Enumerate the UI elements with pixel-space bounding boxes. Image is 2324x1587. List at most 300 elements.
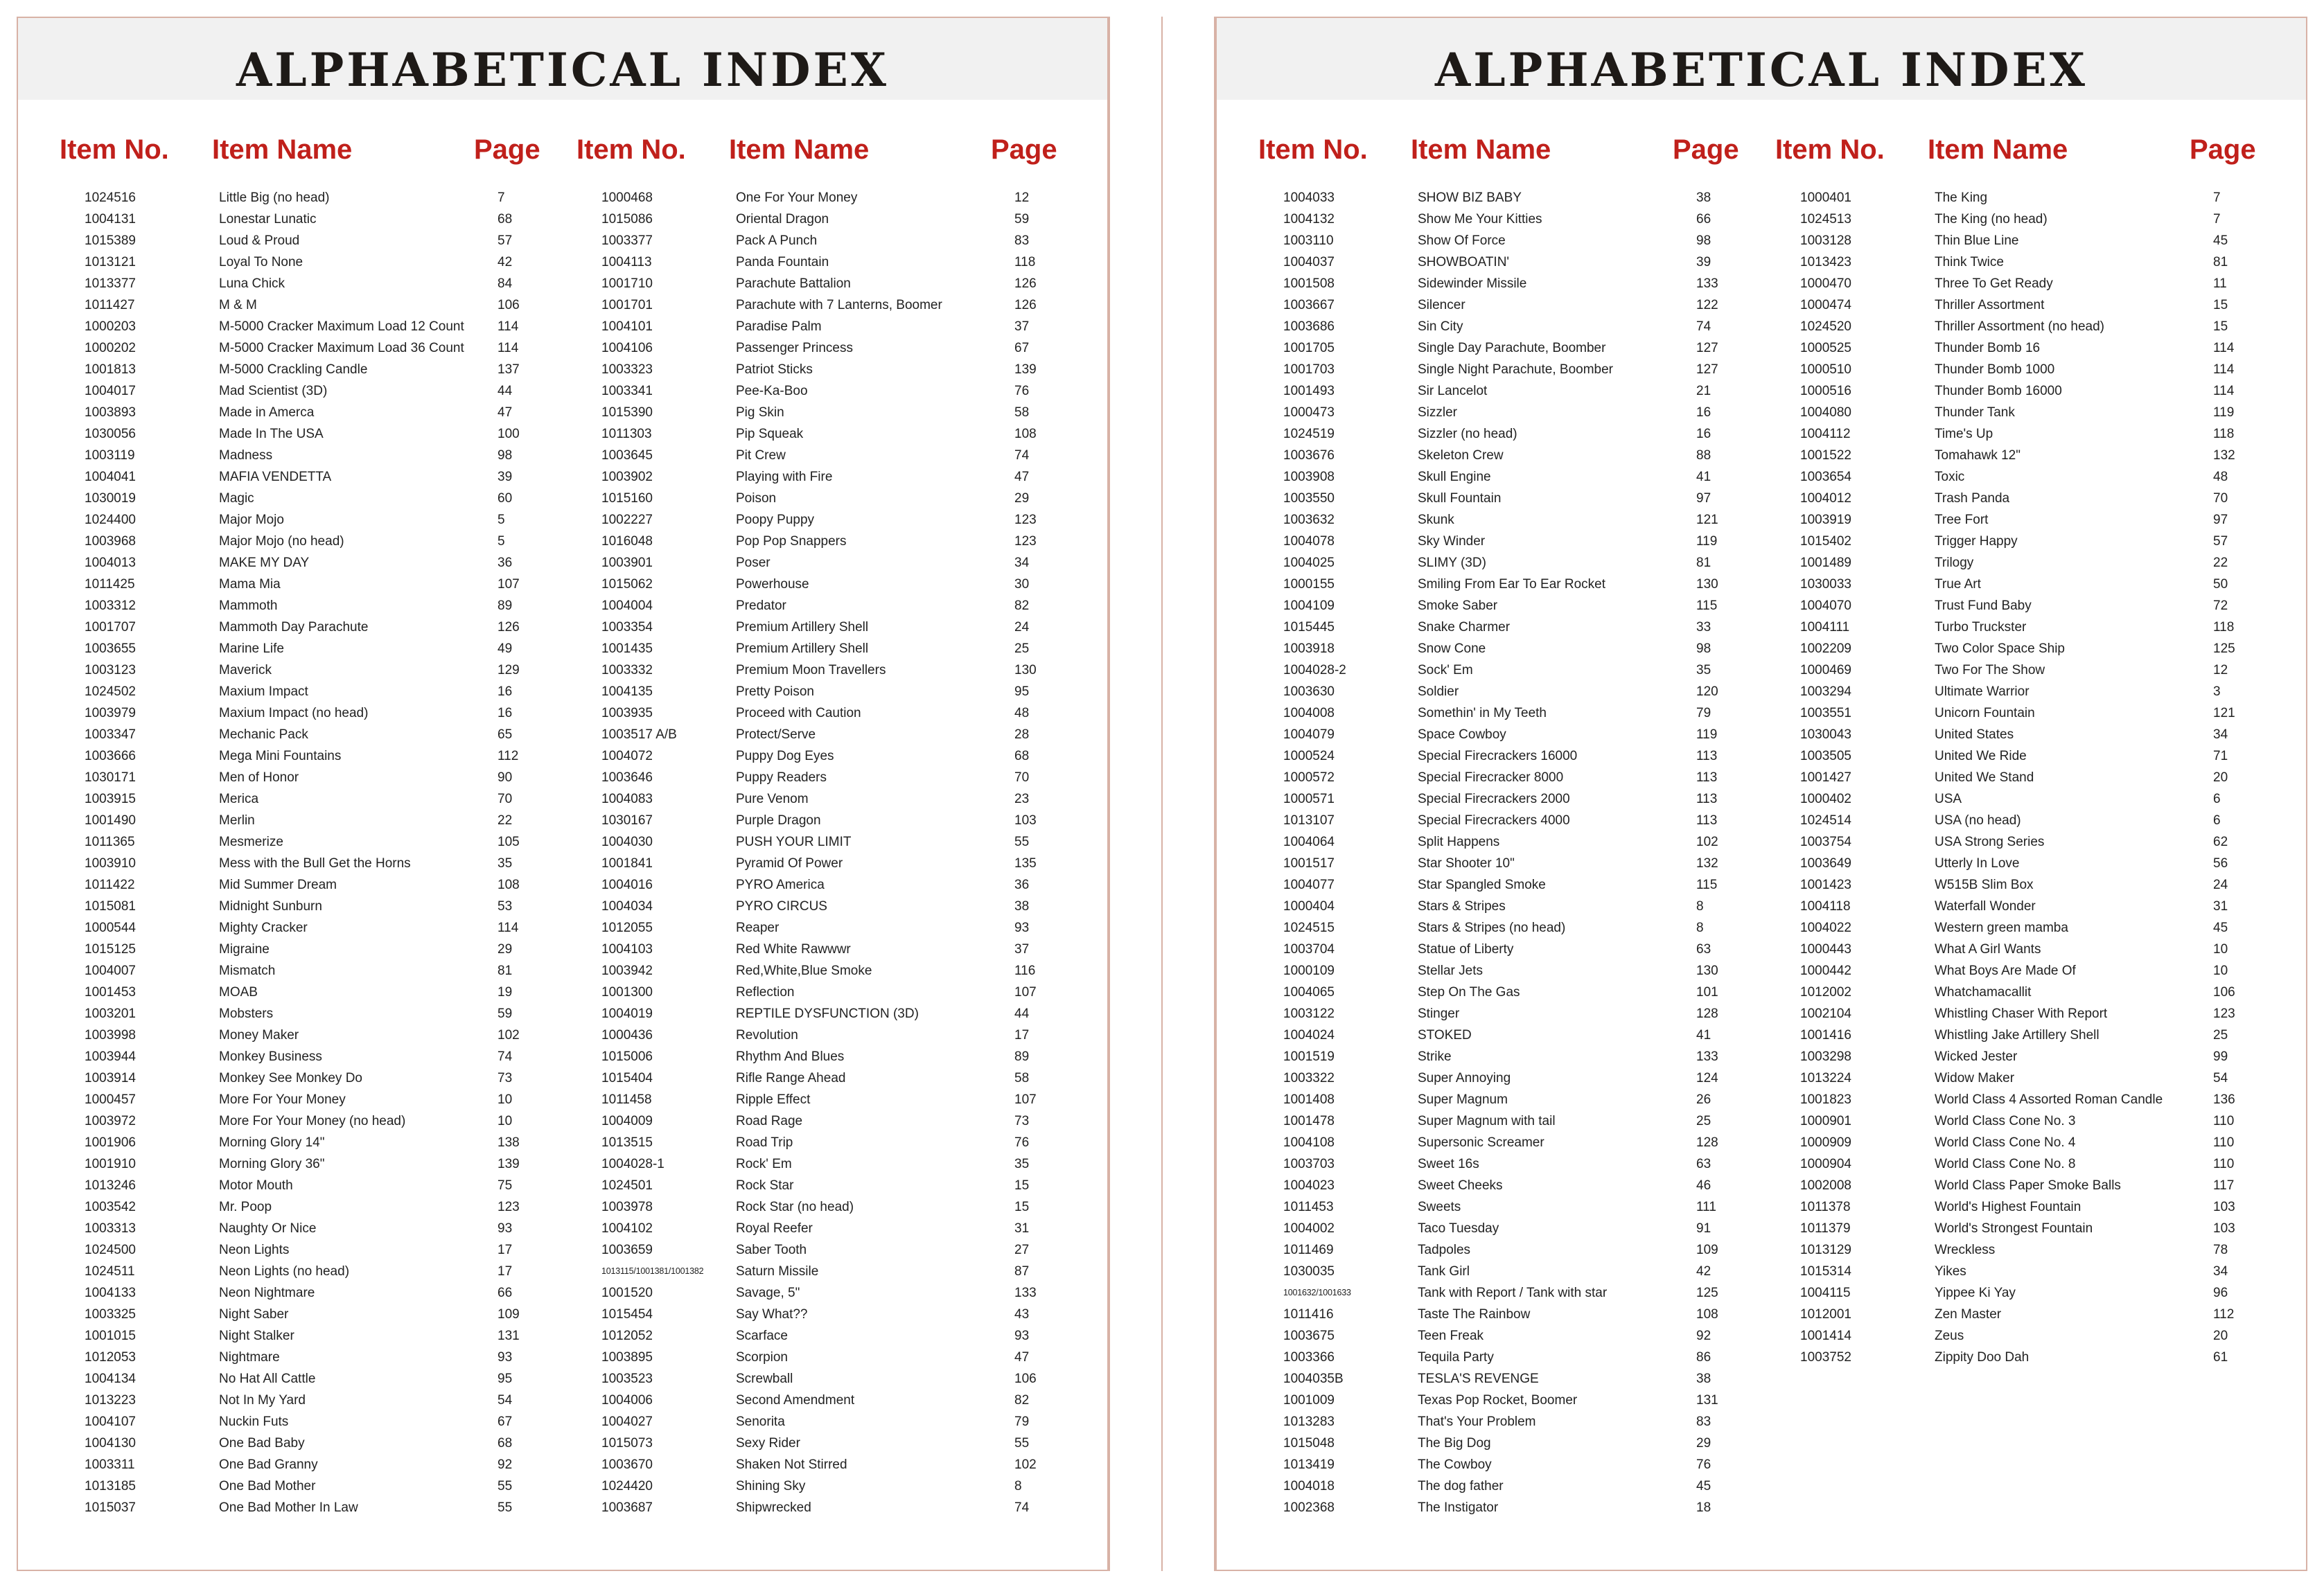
item-number: 1003654 (1800, 470, 1851, 484)
item-name: Mammoth Day Parachute (219, 620, 369, 635)
item-number: 1000155 (1283, 577, 1335, 592)
index-row (60, 1304, 579, 1325)
index-row (576, 896, 1096, 917)
item-name: Stars & Stripes (1418, 899, 1506, 914)
page-number: 89 (1014, 1049, 1030, 1064)
item-name: Shining Sky (736, 1479, 806, 1493)
index-row (1775, 745, 2295, 767)
index-row (1775, 1110, 2295, 1132)
item-number: 1004035B (1283, 1372, 1344, 1386)
item-name: Thunder Tank (1935, 405, 2015, 420)
item-number: 1003915 (85, 792, 136, 806)
index-row (1775, 273, 2295, 294)
item-name: Savage, 5" (736, 1286, 800, 1300)
item-name: Zeus (1935, 1329, 1964, 1343)
item-number: 1015454 (601, 1307, 653, 1322)
index-row (576, 187, 1096, 209)
item-number: 1003659 (601, 1243, 653, 1257)
page-number: 119 (1696, 534, 1718, 549)
item-number: 1000468 (601, 190, 653, 205)
item-name: Utterly In Love (1935, 856, 2020, 871)
index-row (1775, 982, 2295, 1003)
item-number: 1000473 (1283, 405, 1335, 420)
page-number: 68 (498, 1436, 513, 1451)
index-row (1258, 1196, 1778, 1218)
item-name: Mobsters (219, 1007, 274, 1021)
page-number: 45 (2213, 921, 2228, 935)
page-number: 41 (1696, 470, 1711, 484)
page-number: 92 (498, 1457, 513, 1472)
index-row (1775, 359, 2295, 380)
item-number: 1002008 (1800, 1178, 1851, 1193)
index-row (1258, 745, 1778, 767)
index-row (1775, 1261, 2295, 1282)
item-number: 1030056 (85, 427, 136, 441)
index-row (60, 1046, 579, 1067)
page-number: 20 (2213, 770, 2228, 785)
page-number: 118 (1014, 255, 1036, 269)
item-number: 1003322 (1283, 1071, 1335, 1085)
item-name: Paradise Palm (736, 319, 822, 334)
index-row (60, 1153, 579, 1175)
page-number: 57 (498, 233, 513, 248)
index-row (1775, 1003, 2295, 1025)
index-rows (60, 187, 579, 1518)
item-name: Royal Reefer (736, 1221, 813, 1236)
item-number: 1001490 (85, 813, 136, 828)
index-row (60, 1282, 579, 1304)
index-column (1258, 134, 1778, 1518)
item-number: 1004028-2 (1283, 663, 1346, 677)
item-number: 1003978 (601, 1200, 653, 1214)
page-number: 106 (498, 298, 520, 312)
item-name: Sexy Rider (736, 1436, 800, 1451)
index-row (1258, 1304, 1778, 1325)
index-row (60, 702, 579, 724)
item-name: Sweets (1418, 1200, 1461, 1214)
item-number: 1001701 (601, 298, 653, 312)
item-name: Not In My Yard (219, 1393, 306, 1408)
page-number: 17 (498, 1243, 513, 1257)
item-name: Whistling Chaser With Report (1935, 1007, 2108, 1021)
index-row (1775, 939, 2295, 960)
item-number: 1004065 (1283, 985, 1335, 1000)
item-name: One Bad Mother (219, 1479, 316, 1493)
page-number: 18 (1696, 1500, 1711, 1515)
item-name: Thriller Assortment (no head) (1935, 319, 2104, 334)
item-number: 1003675 (1283, 1329, 1335, 1343)
item-name: Stellar Jets (1418, 964, 1483, 978)
index-row (1775, 724, 2295, 745)
item-number: 1004024 (1283, 1028, 1335, 1043)
item-number: 1003895 (601, 1350, 653, 1365)
page-number: 70 (498, 792, 513, 806)
item-name: Reaper (736, 921, 780, 935)
item-name: Special Firecrackers 2000 (1418, 792, 1570, 806)
page-number: 72 (2213, 599, 2228, 613)
page-number: 22 (498, 813, 513, 828)
item-name: Money Maker (219, 1028, 299, 1043)
page-number: 35 (1014, 1157, 1030, 1171)
item-name: Skeleton Crew (1418, 448, 1504, 463)
page-number: 6 (2213, 792, 2221, 806)
item-number: 1004033 (1283, 190, 1335, 205)
page-number: 10 (498, 1092, 513, 1107)
item-number: 1001522 (1800, 448, 1851, 463)
page-number: 76 (1014, 384, 1030, 398)
index-row (576, 874, 1096, 896)
index-row (60, 294, 579, 316)
index-row (1775, 896, 2295, 917)
page-number: 95 (1014, 684, 1030, 699)
item-name: One Bad Granny (219, 1457, 318, 1472)
header-page: Page (991, 134, 1057, 165)
item-name: Thin Blue Line (1935, 233, 2019, 248)
page-number: 34 (1014, 556, 1030, 570)
page-number: 113 (1696, 792, 1718, 806)
page-number: 16 (498, 706, 513, 720)
index-row (1775, 767, 2295, 788)
item-number: 1011416 (1283, 1307, 1334, 1322)
page-number: 118 (2213, 427, 2235, 441)
page-number: 93 (498, 1221, 513, 1236)
page-number: 132 (1696, 856, 1718, 871)
page-number: 135 (1014, 856, 1037, 871)
page-number: 118 (2213, 620, 2235, 635)
item-name: Smiling From Ear To Ear Rocket (1418, 577, 1606, 592)
page-number: 30 (1014, 577, 1030, 592)
item-name: Zen Master (1935, 1307, 2002, 1322)
index-row (60, 380, 579, 402)
item-name: Sock' Em (1418, 663, 1473, 677)
item-number: 1003901 (601, 556, 653, 570)
page-number: 41 (1696, 1028, 1711, 1043)
item-name: Pig Skin (736, 405, 784, 420)
item-name: No Hat All Cattle (219, 1372, 316, 1386)
page-number: 90 (498, 770, 513, 785)
item-name: One For Your Money (736, 190, 858, 205)
item-number: 1001906 (85, 1135, 136, 1150)
page-number: 36 (1014, 878, 1030, 892)
item-name: What Boys Are Made Of (1935, 964, 2076, 978)
item-number: 1000442 (1800, 964, 1851, 978)
item-number: 1016048 (601, 534, 653, 549)
item-number: 1024514 (1800, 813, 1851, 828)
item-number: 1024520 (1800, 319, 1851, 334)
page-number: 99 (2213, 1049, 2228, 1064)
index-row (576, 1239, 1096, 1261)
index-row (60, 917, 579, 939)
item-number: 1013129 (1800, 1243, 1851, 1257)
index-row (1258, 788, 1778, 810)
item-name: Migraine (219, 942, 270, 957)
index-row (60, 466, 579, 488)
page-number: 3 (2213, 684, 2221, 699)
item-name: Saber Tooth (736, 1243, 807, 1257)
item-number: 1003298 (1800, 1049, 1851, 1064)
page-number: 111 (1696, 1200, 1716, 1214)
index-row (60, 1454, 579, 1475)
index-row (576, 1153, 1096, 1175)
page-number: 73 (1014, 1114, 1030, 1128)
item-name: World Class 4 Assorted Roman Candle (1935, 1092, 2163, 1107)
index-row (576, 659, 1096, 681)
item-name: Time's Up (1935, 427, 1993, 441)
index-row (576, 1003, 1096, 1025)
page-number: 126 (498, 620, 520, 635)
item-number: 1004007 (85, 964, 136, 978)
index-row (576, 1282, 1096, 1304)
item-name: Poser (736, 556, 771, 570)
item-number: 1001519 (1283, 1049, 1335, 1064)
column-header (1258, 134, 1778, 177)
item-name: Rhythm And Blues (736, 1049, 845, 1064)
index-columns (1217, 134, 2306, 1554)
page-number: 25 (2213, 1028, 2228, 1043)
item-name: Thriller Assortment (1935, 298, 2045, 312)
index-row (1258, 509, 1778, 531)
item-name: Two Color Space Ship (1935, 641, 2065, 656)
item-name: Mechanic Pack (219, 727, 308, 742)
page-number: 21 (1696, 384, 1711, 398)
index-row (576, 359, 1096, 380)
item-name: Senorita (736, 1415, 785, 1429)
item-name: Mad Scientist (3D) (219, 384, 328, 398)
item-name: SLIMY (3D) (1418, 556, 1486, 570)
item-name: United We Stand (1935, 770, 2034, 785)
page-number: 70 (2213, 491, 2228, 506)
page-number: 76 (1696, 1457, 1711, 1472)
index-row (1775, 1067, 2295, 1089)
index-row (1258, 531, 1778, 552)
page-number: 17 (498, 1264, 513, 1279)
index-row (1258, 1175, 1778, 1196)
index-row (1258, 187, 1778, 209)
page-number: 114 (498, 921, 519, 935)
index-rows (1258, 187, 1778, 1518)
index-row (1258, 1025, 1778, 1046)
index-row (60, 230, 579, 251)
item-number: 1001300 (601, 985, 653, 1000)
item-name: Mammoth (219, 599, 278, 613)
item-name: World Class Cone No. 3 (1935, 1114, 2076, 1128)
item-number: 1004132 (1283, 212, 1335, 227)
page-number: 115 (1696, 599, 1718, 613)
item-name: Red,White,Blue Smoke (736, 964, 872, 978)
item-number: 1004012 (1800, 491, 1851, 506)
item-number: 1004078 (1283, 534, 1335, 549)
item-number: 1003294 (1800, 684, 1851, 699)
item-name: Madness (219, 448, 273, 463)
index-row (1258, 488, 1778, 509)
index-row (576, 1368, 1096, 1390)
item-number: 1012052 (601, 1329, 653, 1343)
page-number: 19 (498, 985, 513, 1000)
page-number: 12 (1014, 190, 1030, 205)
item-name: Special Firecrackers 4000 (1418, 813, 1570, 828)
item-name: Reflection (736, 985, 795, 1000)
item-name: Mid Summer Dream (219, 878, 337, 892)
page-number: 98 (498, 448, 513, 463)
page-number: 61 (2213, 1350, 2228, 1365)
item-name: Neon Lights (no head) (219, 1264, 350, 1279)
index-rows (1775, 187, 2295, 1368)
page-number: 38 (1696, 190, 1711, 205)
item-name: World's Strongest Fountain (1935, 1221, 2093, 1236)
index-row (1258, 982, 1778, 1003)
index-row (1775, 1089, 2295, 1110)
item-number: 1003893 (85, 405, 136, 420)
page-number: 100 (498, 427, 520, 441)
index-row (1775, 466, 2295, 488)
page-number: 132 (2213, 448, 2235, 463)
header-item-no: Item No. (1775, 134, 1885, 165)
index-row (60, 402, 579, 423)
index-row (1775, 1196, 2295, 1218)
item-name: Thunder Bomb 1000 (1935, 362, 2055, 377)
item-name: World Class Cone No. 8 (1935, 1157, 2076, 1171)
index-row (60, 874, 579, 896)
index-row (60, 1089, 579, 1110)
index-row (1258, 402, 1778, 423)
page-number: 29 (498, 942, 513, 957)
item-name: Thunder Bomb 16 (1935, 341, 2041, 355)
item-number: 1011379 (1800, 1221, 1851, 1236)
page-gutter (1109, 17, 1215, 1571)
item-name: Sweet Cheeks (1418, 1178, 1503, 1193)
item-name: Pretty Poison (736, 684, 814, 699)
page-number: 74 (1696, 319, 1711, 334)
item-number: 1013423 (1800, 255, 1851, 269)
item-number: 1004002 (1283, 1221, 1335, 1236)
item-number: 1000109 (1283, 964, 1335, 978)
item-name: Major Mojo (no head) (219, 534, 344, 549)
item-name: Snake Charmer (1418, 620, 1511, 635)
page-number: 37 (1014, 942, 1030, 957)
item-number: 1000404 (1283, 899, 1335, 914)
item-name: Special Firecracker 8000 (1418, 770, 1564, 785)
index-row (1258, 874, 1778, 896)
item-number: 1003341 (601, 384, 653, 398)
item-number: 1030167 (601, 813, 653, 828)
page-number: 127 (1696, 362, 1718, 377)
item-name: Star Shooter 10" (1418, 856, 1515, 871)
item-name: TESLA'S REVENGE (1418, 1372, 1539, 1386)
item-number: 1015390 (601, 405, 653, 420)
item-name: Split Happens (1418, 835, 1500, 849)
page-number: 34 (2213, 1264, 2228, 1279)
item-number: 1004135 (601, 684, 653, 699)
item-number: 1001841 (601, 856, 653, 871)
page-number: 75 (498, 1178, 513, 1193)
item-name: Little Big (no head) (219, 190, 330, 205)
page-number: 57 (2213, 534, 2228, 549)
page-number: 29 (1014, 491, 1030, 506)
page-number: 110 (2213, 1135, 2235, 1150)
item-name: Pop Pop Snappers (736, 534, 847, 549)
item-number: 1003632 (1283, 513, 1335, 527)
column-header (60, 134, 579, 177)
item-number: 1004004 (601, 599, 653, 613)
page-number: 5 (498, 534, 505, 549)
index-row (60, 724, 579, 745)
header-page: Page (2190, 134, 2256, 165)
item-name: M-5000 Cracker Maximum Load 12 Count (219, 319, 464, 334)
index-row (576, 702, 1096, 724)
index-row (576, 209, 1096, 230)
page-number: 103 (2213, 1200, 2235, 1214)
page-number: 114 (2213, 384, 2235, 398)
item-name: Loyal To None (219, 255, 303, 269)
page-number: 58 (1014, 1071, 1030, 1085)
index-row (60, 1261, 579, 1282)
item-name: Second Amendment (736, 1393, 855, 1408)
item-name: Statue of Liberty (1418, 942, 1514, 957)
page-number: 86 (1696, 1350, 1711, 1365)
page-number: 78 (2213, 1243, 2228, 1257)
item-number: 1004115 (1800, 1286, 1851, 1300)
item-name: The dog father (1418, 1479, 1504, 1493)
item-number: 1004083 (601, 792, 653, 806)
page-number: 42 (498, 255, 513, 269)
item-name: Super Annoying (1418, 1071, 1511, 1085)
page-number: 95 (498, 1372, 513, 1386)
item-name: Merlin (219, 813, 255, 828)
header-item-name: Item Name (212, 134, 353, 165)
index-row (1775, 1347, 2295, 1368)
page-number: 55 (498, 1479, 513, 1493)
item-name: Oriental Dragon (736, 212, 829, 227)
item-number: 1003646 (601, 770, 653, 785)
page-number: 137 (498, 362, 520, 377)
item-number: 1003110 (1283, 233, 1334, 248)
item-name: Mega Mini Fountains (219, 749, 342, 763)
item-name: That's Your Problem (1418, 1415, 1536, 1429)
index-row (60, 1433, 579, 1454)
page-number: 133 (1696, 1049, 1718, 1064)
page-number: 71 (2213, 749, 2228, 763)
index-row (60, 1239, 579, 1261)
index-row (60, 273, 579, 294)
item-number: 1000572 (1283, 770, 1335, 785)
item-name: SHOWBOATIN' (1418, 255, 1510, 269)
index-row (1775, 1025, 2295, 1046)
page-number: 36 (498, 556, 513, 570)
item-name: Mesmerize (219, 835, 283, 849)
index-row (576, 1089, 1096, 1110)
index-row (1258, 1325, 1778, 1347)
item-number: 1024515 (1283, 921, 1335, 935)
item-number: 1013283 (1283, 1415, 1335, 1429)
item-name: Tree Fort (1935, 513, 1989, 527)
index-row (1775, 659, 2295, 681)
item-name: Patriot Sticks (736, 362, 813, 377)
item-number: 1004017 (85, 384, 136, 398)
page-number: 82 (1014, 599, 1030, 613)
page-number: 15 (2213, 319, 2228, 334)
item-name: Tadpoles (1418, 1243, 1471, 1257)
item-name: Passenger Princess (736, 341, 853, 355)
index-row (60, 1497, 579, 1518)
index-row (1775, 810, 2295, 831)
item-number: 1003703 (1283, 1157, 1335, 1171)
page-number: 81 (2213, 255, 2228, 269)
index-row (1258, 1433, 1778, 1454)
item-name: Monkey Business (219, 1049, 322, 1064)
page-number: 8 (1014, 1479, 1022, 1493)
item-name: Zippity Doo Dah (1935, 1350, 2030, 1365)
item-number: 1004101 (601, 319, 653, 334)
